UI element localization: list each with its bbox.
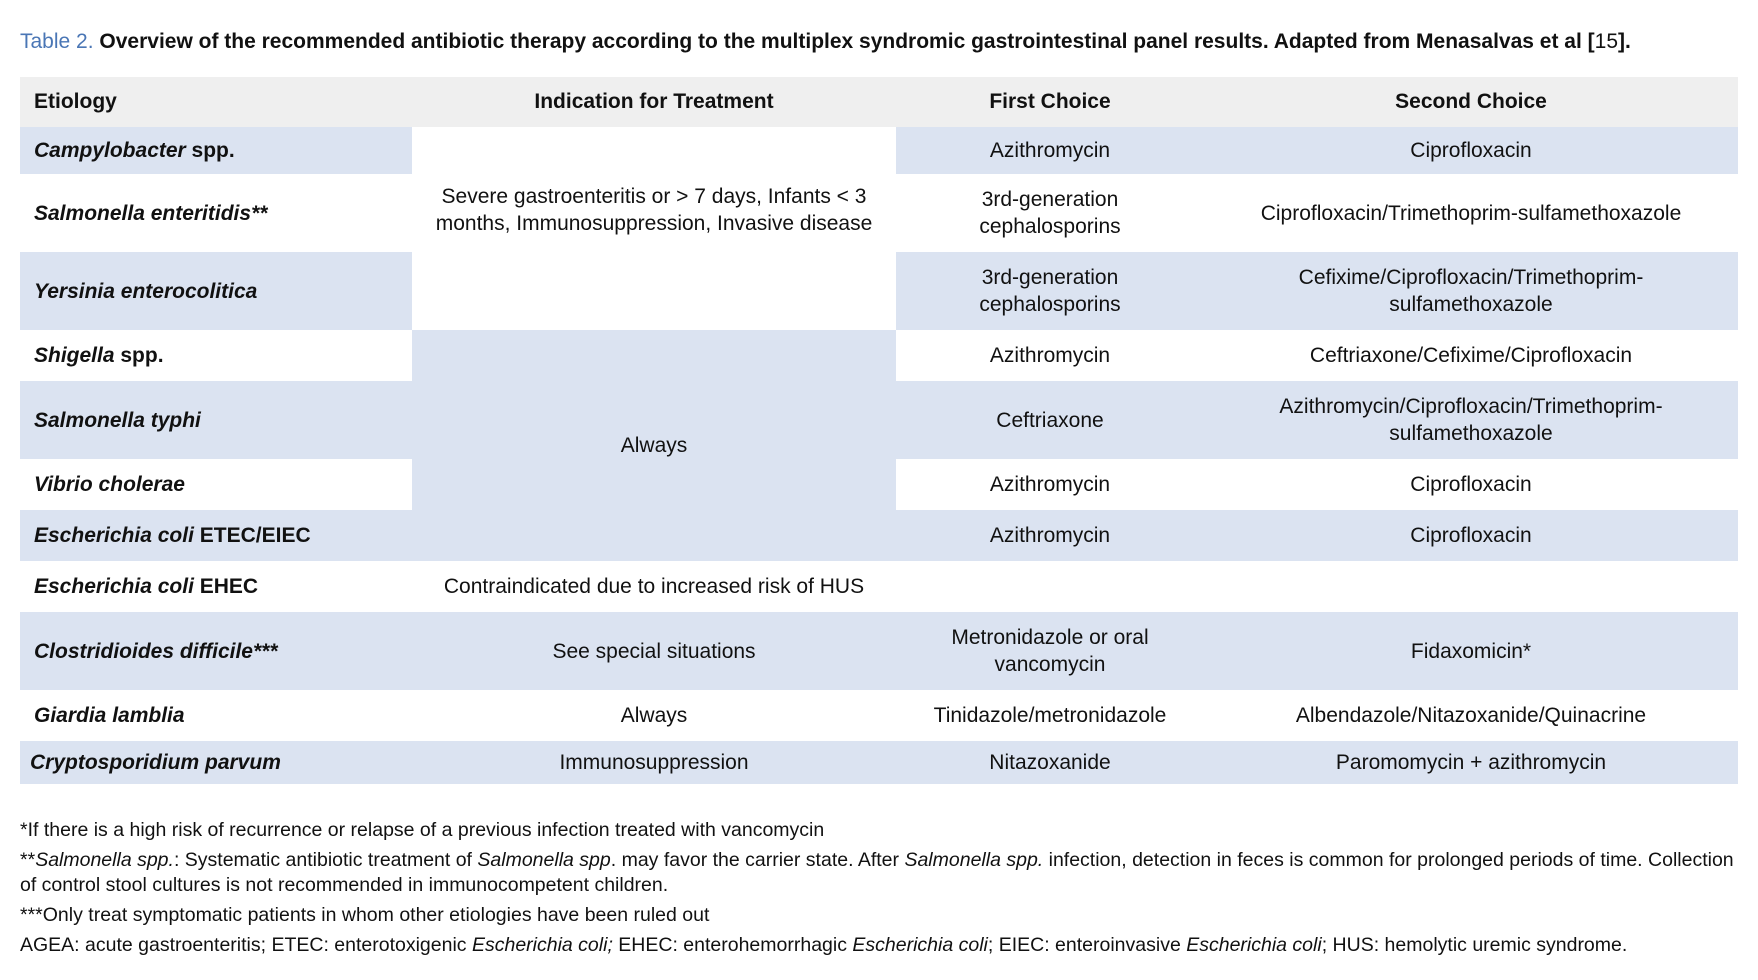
indication-cell: Immunosuppression xyxy=(412,741,896,784)
table-label: Table 2. xyxy=(20,30,94,53)
etiology-cell: Salmonella enteritidis** xyxy=(20,174,412,252)
caption-end: ]. xyxy=(1618,30,1631,53)
table-caption xyxy=(20,30,1740,54)
etiology-cell: Campylobacter spp. xyxy=(20,127,412,174)
table-row xyxy=(20,612,1738,690)
caption-text: Overview of the recommended antibiotic therapy according to the multiplex syndromic gastrointestinal panel results. Adapted from Menasalvas et al [ xyxy=(93,30,1595,53)
second-choice-cell: Ciprofloxacin/Trimethoprim-sulfamethoxazole xyxy=(1204,174,1738,252)
footnote-3: ***Only treat symptomatic patients in whom other etiologies have been ruled out xyxy=(20,904,710,926)
first-choice-cell: Tinidazole/metronidazole xyxy=(896,690,1204,741)
footnote-2: **Salmonella spp.: Systematic antibiotic treatment of Salmonella spp. may favor the carrier state. After Salmonella spp. infection, detection in feces is common for prolonged periods of time. Collection of control stool cultures is not recommended in immunocompetent children. xyxy=(20,849,1734,896)
second-choice-cell: Fidaxomicin* xyxy=(1204,612,1738,690)
table-header-row xyxy=(20,77,1738,127)
first-choice-cell: Nitazoxanide xyxy=(896,741,1204,784)
indication-cell: Contraindicated due to increased risk of HUS xyxy=(412,561,896,612)
footnote-abbreviations: AGEA: acute gastroenteritis; ETEC: enterotoxigenic Escherichia coli; EHEC: enterohemorrhagic Escherichia coli; EIEC: enteroinvasive Escherichia coli; HUS: hemolytic uremic syndrome. xyxy=(20,934,1628,956)
second-choice-cell: Ciprofloxacin xyxy=(1204,127,1738,174)
indication-cell-group2: Always xyxy=(412,330,896,561)
etiology-cell: Yersinia enterocolitica xyxy=(20,252,412,330)
etiology-cell: Vibrio cholerae xyxy=(20,459,412,510)
etiology-cell: Shigella spp. xyxy=(20,330,412,381)
indication-cell: Always xyxy=(412,690,896,741)
antibiotic-table xyxy=(20,77,1738,784)
caption-ref[interactable]: 15 xyxy=(1594,30,1619,53)
first-choice-cell: Metronidazole or oral vancomycin xyxy=(896,612,1204,690)
header-indication: Indication for Treatment xyxy=(412,77,896,127)
table-row xyxy=(20,741,1738,784)
header-etiology: Etiology xyxy=(20,77,412,127)
second-choice-cell: Albendazole/Nitazoxanide/Quinacrine xyxy=(1204,690,1738,741)
first-choice-cell: 3rd-generation cephalosporins xyxy=(896,174,1204,252)
table-row xyxy=(20,127,1738,174)
first-choice-cell xyxy=(896,561,1204,612)
etiology-cell: Giardia lamblia xyxy=(20,690,412,741)
etiology-cell: Cryptosporidium parvum xyxy=(20,741,412,784)
first-choice-cell: Azithromycin xyxy=(896,330,1204,381)
etiology-cell: Clostridioides difficile*** xyxy=(20,612,412,690)
header-second-choice: Second Choice xyxy=(1204,77,1738,127)
second-choice-cell: Azithromycin/Ciprofloxacin/Trimethoprim-sulfamethoxazole xyxy=(1204,381,1738,459)
second-choice-cell xyxy=(1204,561,1738,612)
table-row xyxy=(20,561,1738,612)
first-choice-cell: Azithromycin xyxy=(896,459,1204,510)
indication-cell: See special situations xyxy=(412,612,896,690)
first-choice-cell: 3rd-generation cephalosporins xyxy=(896,252,1204,330)
header-first-choice: First Choice xyxy=(896,77,1204,127)
etiology-cell: Escherichia coli ETEC/EIEC xyxy=(20,510,412,561)
second-choice-cell: Cefixime/Ciprofloxacin/Trimethoprim-sulfamethoxazole xyxy=(1204,252,1738,330)
table-footnotes xyxy=(20,818,1750,958)
etiology-cell: Salmonella typhi xyxy=(20,381,412,459)
second-choice-cell: Ciprofloxacin xyxy=(1204,459,1738,510)
table-row xyxy=(20,690,1738,741)
first-choice-cell: Ceftriaxone xyxy=(896,381,1204,459)
second-choice-cell: Ceftriaxone/Cefixime/Ciprofloxacin xyxy=(1204,330,1738,381)
etiology-cell: Escherichia coli EHEC xyxy=(20,561,412,612)
first-choice-cell: Azithromycin xyxy=(896,510,1204,561)
footnote-1: *If there is a high risk of recurrence or relapse of a previous infection treated with vancomycin xyxy=(20,819,825,841)
indication-cell-group1: Severe gastroenteritis or > 7 days, Infants < 3 months, Immunosuppression, Invasive disease xyxy=(412,127,896,330)
table-row xyxy=(20,330,1738,381)
second-choice-cell: Paromomycin + azithromycin xyxy=(1204,741,1738,784)
first-choice-cell: Azithromycin xyxy=(896,127,1204,174)
second-choice-cell: Ciprofloxacin xyxy=(1204,510,1738,561)
